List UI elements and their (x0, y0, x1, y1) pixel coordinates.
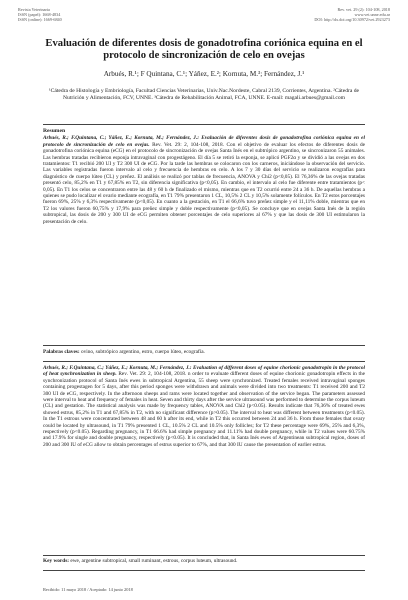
key-words (43, 558, 365, 564)
key-words-text: ewe, argentine subtropical, small ruminant, estrous, corpus luteum, ultrasound. (70, 558, 238, 564)
abstract-paragraph (43, 365, 365, 448)
palabras-clave (43, 349, 365, 355)
resumen-paragraph (43, 135, 365, 225)
divider-keywords (43, 361, 365, 362)
key-words-label: Key words: (43, 558, 70, 564)
journal-doi[interactable]: DOI: http://dx.doi.org/10.30972/vet.2923273 (314, 17, 390, 23)
journal-name: Revista Veterinaria (18, 7, 50, 12)
palabras-clave-text: ovino, subtrópico argentino, estro, cuerpo lúteo, ecografía. (80, 349, 205, 355)
journal-url[interactable]: www.vet.unne.edu.ar (354, 12, 390, 18)
journal-citation: Rev. vet. 29 (2): 104-108, 2018 (337, 7, 390, 12)
divider-top (43, 124, 365, 125)
abstract-section (43, 365, 365, 448)
divider-resumen (43, 345, 365, 346)
divider-bottom (43, 570, 365, 571)
issn-print: ISSN (papel): 1668-4834 (18, 12, 61, 18)
resumen-body: Rev. Vet. 29: 2, 104-108, 2018. Con el objetivo de evaluar los efectos de diferentes dosis de gonadotrofina coriónica equina (eCG) en el protocolo de sincronización de ovejas Santa Inés en el subtrópico argentino, se sincronizaron 55 animales. Las hembras tratadas recibieron esponja intravaginal con progestágeno. El día 5 se retiró la esponja, se aplicó PGF2α y se dividió a las ovejas en dos tratamientos: T1 recibió 200 UI y T2 300 UI de eCG. Por la tarde las hembras se colocaron con los carneros, iniciándose la observación del servicio. Las variables registradas fueron intervalo al celo y frecuencia de hembras en celo. A los 7 y 30 días del servicio se realizaron ecografías para diagnóstico de cuerpo lúteo (CL) y preñez. El análisis se realizó por tablas de frecuencia, ANOVA y Chi2 (p<0,05). El 76,36% de las ovejas tratadas presentó celo, 85,2% en T1 y 67,85% en T2, sin diferencia significativa (p<0,05). En cambio, el intervalo al celo fue diferente entre tratamientos (p< 0,05). En T1 los celos se concentraron entre las 48 y 60 h de finalizado el mismo, mientras que en T2 ocurrió entre 24 a 36 h. De aquellas hembras a quienes se pudo localizar el ovario mediante ecografía, en T1 79% presentaron 1 CL, 10,5% 2 CL y 10,5% solamente folículos. En T2 estos porcentajes fueron 69%, 25% y 6,3% respectivamente (p<0,05). En cuanto a la gestación, en T1 el 66,6% tuvo preñez simple y el 11,11% doble, mientras que en T2 los valores fueron 60,75% y 17,9% para preñez simple y doble respectivamente (p<0,05). Se concluye que en ovejas Santa Inés de la región subtropical, las dosis de 200 y 300 UI de eCG permiten obtener porcentajes de celo superiores al 67% y que las dosis de 300 UI estimularon la presentación de celo. (43, 141, 365, 225)
divider-abstract (43, 555, 365, 556)
resumen-section (43, 128, 365, 225)
journal-header-right (314, 7, 390, 23)
resumen-citation: Arbués, R.; F.Quintana, C.; Yáñez, E.; Kornuta, M.; Fernández, J.: Evaluación de diferentes dosis de gonadotrofina coriónica equina en el protocolo de sincronización de celo en ovejas. (43, 135, 365, 148)
article-title: Evaluación de diferentes dosis de gonadotrofina coriónica equina en el protocolo de sincronización de celo en ovejas (45, 38, 363, 62)
article-authors: Arbués, R.¹; F Quintana, C.¹; Yáñez, E.²; Kornuta, M.³; Fernández, J.¹ (103, 70, 305, 78)
journal-header-left (18, 7, 62, 23)
author-affiliation: ¹Cátedra de Histología y Embriología, Facultad Ciencias Veterinarias, Univ.Nac.Nordeste, Cabral 2139, Corrientes, Argentina. ²Cátedra de Nutrición y Alimentación, FCV, UNNE. ³Cátedra de Rehabilitación Animal, FCA, UNNE. E-mail: magali.arbues@gmail.com (48, 88, 360, 102)
resumen-heading: Resumen (43, 128, 66, 134)
abstract-citation: Arbués, R.; F.Quintana, C.; Yáñez, E.; Kornuta, M.; Fernández, J.: Evaluation of different doses of equine chorionic gonadotropin in the protocol of heat synchronization in sheep. (43, 365, 365, 378)
received-accepted-dates: Recibido: 11 mayo 2018 / Aceptado: 14 junio 2018 (43, 587, 133, 592)
issn-online: ISSN (online): 1669-6840 (18, 17, 62, 23)
abstract-body: Rev. Vet. 29: 2, 104-108, 2018. n order to evaluate different doses of equine chorionic gonadotropin effects in the synchronization protocol of Santa Inés ewes in subtropical Argentina, 55 sheep were synchronized. Treated females received intravaginal sponges containing progestagen for 5 days, after this period sponges were withdrawn and animals were divided into two treatments: T1 received 200 and T2 300 UI de eCG, respectively. In the afternoon sheeps and rams were located together and observation of the service began. The parameters assessed were interval to heat and frequency of females in heat. Seven and thirty days after the service ultrasound was performed to determine the corpus luteum (CL) and gestation. The statistical analysis was made by frequency tables, ANOVA and Chi2 (p<0.05). Results indicate that 76,36% of treated ewes showed estrus, 85,2% in T1 and 67,85% in T2, with no significant difference (p>0.05). The interval to heat was different between treatments (p<0.05). In the T1 estrous were concentrated between 48 and 60 h after its end, while in T2 this occurred between 24 and 36 h. From those females that ovary could be located by ultrasound, in T1 79% presented 1 CL, 10.5% 2 CL and 10.5% only follicles; for T2 these percentage were 69%, 25% and 6,3%, respectively (p<0.05). Regarding pregnancy, in T1 66.6% had simple pregnancy and 11.11% had double pregnancy, while in T2 values were 60.75% and 17.9% for single and double pregnancy, respectively (p<0.05). It is concluded that, in Santa Inés ewes of Argentinean subtropical region, doses of 200 and 300 IU of eCG allow to obtain percentages of estrus superior to 67%, and that 300 IU cause the presentation of earlier estrus. (43, 371, 365, 448)
palabras-clave-label: Palabras claves: (43, 349, 80, 355)
